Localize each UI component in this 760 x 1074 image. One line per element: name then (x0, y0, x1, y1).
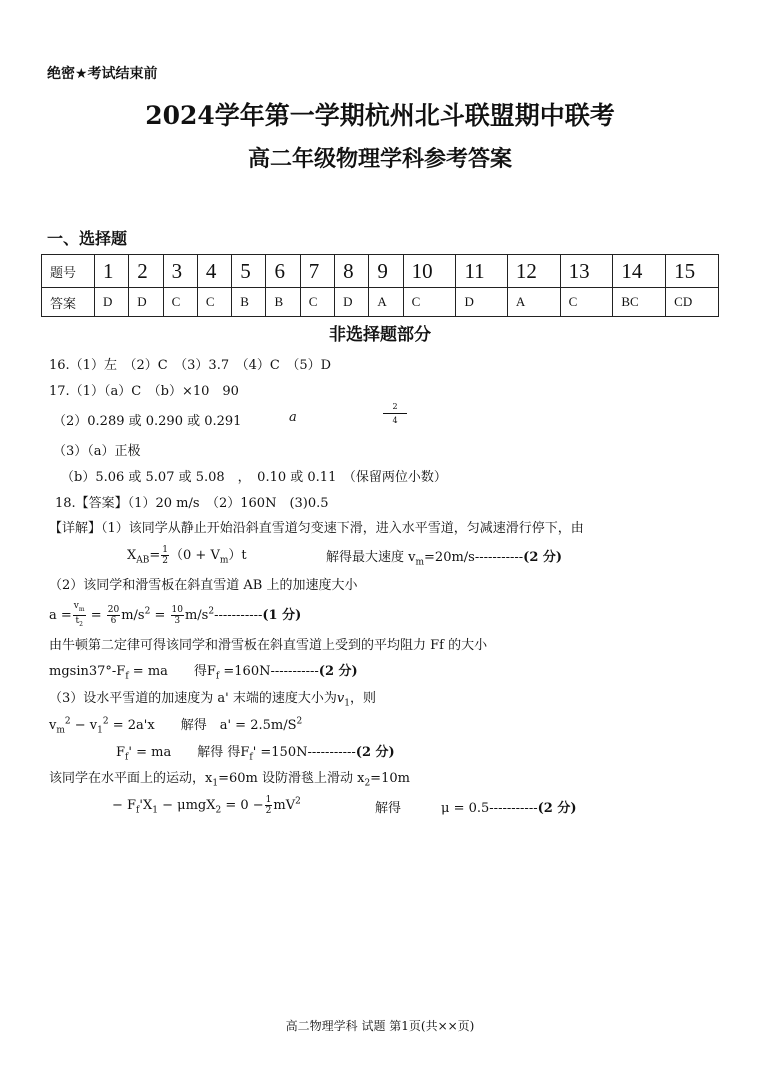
answer-cell: C (197, 288, 231, 317)
frac-num: 1 (265, 795, 272, 805)
eq3-sub: f (125, 671, 129, 682)
frac-vm-t2 (73, 601, 86, 630)
answer-18: 18.【答案】（1）20 m/s （2）160N (3)0.5 (55, 496, 329, 511)
eq1-sub: AB (136, 555, 150, 566)
eq1-mid: = (149, 548, 161, 563)
equation-6-result (441, 797, 576, 816)
motion-a: 该同学在水平面上的运动，x (49, 771, 213, 786)
answer-cell: D (129, 288, 163, 317)
question-number: 6 (266, 255, 300, 288)
frac-num: 1 (162, 545, 169, 555)
question-number: 14 (613, 255, 666, 288)
answer-17-2-var: a (289, 410, 297, 425)
detail-intro: 【详解】（1）该同学从静止开始沿斜直雪道匀变速下滑，进入水平雪道，匀减速滑行停下，由 (49, 521, 584, 536)
eq3-left: mgsin37°-F (49, 664, 126, 679)
page-title: 2024学年第一学期杭州北斗联盟期中联考 (145, 101, 615, 130)
part3-tail: ，则 (349, 691, 376, 706)
question-number: 8 (335, 255, 369, 288)
eq6-a: − F (112, 798, 137, 813)
eq4-mid: = 2a'x 解得 a' = 2.5m/S (108, 718, 297, 733)
eq5-mid: = ma 解得 得F (131, 745, 250, 760)
eq1-result-sub: m (415, 557, 425, 568)
eq1-result: 解得最大速度 v (326, 550, 416, 565)
equation-3 (49, 660, 358, 682)
eq1-left: X (127, 548, 137, 563)
answer-cell: CD (666, 288, 719, 317)
motion-c: =10m (370, 771, 410, 786)
eq2-unit2: m/s (184, 607, 209, 623)
question-number: 2 (129, 255, 163, 288)
confidential-label: 绝密★考试结束前 (47, 66, 158, 82)
row-label-number: 题号 (42, 255, 95, 288)
question-number: 13 (560, 255, 613, 288)
question-number: 11 (456, 255, 507, 288)
fraction-denominator: 4 (392, 416, 398, 425)
eq2-unit1: m/s (121, 607, 145, 623)
frac-den: $t_2$ (75, 615, 83, 628)
equation-1-result (326, 546, 562, 568)
answer-cell: C (560, 288, 613, 317)
frac-den: 6 (110, 615, 117, 626)
question-number: 1 (95, 255, 129, 288)
eq5-result: =150N----------- (256, 745, 356, 760)
answer-cell: D (335, 288, 369, 317)
eq6-score: (2 分) (537, 801, 577, 816)
question-number: 4 (197, 255, 231, 288)
answer-17-2: （2）0.289 或 0.290 或 0.291 (53, 414, 242, 429)
eq1-result-tail: =20m/s----------- (424, 550, 524, 565)
page-subtitle: 高二年级物理学科参考答案 (247, 146, 512, 172)
answer-cell: C (300, 288, 334, 317)
answer-16: 16.（1）左 （2）C （3）3.7 （4）C （5）D (49, 358, 332, 373)
part3-sub: 1 (344, 698, 350, 709)
frac-num: 10 (171, 604, 183, 615)
motion-b: =60m 设防滑毯上滑动 x (218, 771, 365, 786)
eq5-score: (2 分) (355, 745, 395, 760)
eq1-sub2: m (219, 555, 229, 566)
table-row-numbers (42, 255, 719, 288)
question-number: 9 (369, 255, 403, 288)
frac-den: 2 (162, 556, 169, 566)
answer-cell: C (163, 288, 197, 317)
question-number: 12 (507, 255, 560, 288)
frac-20-6 (107, 605, 120, 626)
answer-17-1: 17.（1）（a）C （b）×10 90 (49, 384, 239, 399)
answer-cell: A (507, 288, 560, 317)
answer-cell: B (266, 288, 300, 317)
eq5-f: F (116, 745, 126, 760)
eq3-result: =160N----------- (219, 664, 319, 679)
equation-4: $v_m^2 - v_1^2 = 2a'x$ 解得 $a' = 2.5m/S^2$ (49, 716, 303, 736)
eq6-d: = 0 − (221, 798, 264, 813)
eq6-result: μ = 0.5----------- (441, 801, 538, 816)
eq3-mid: = ma 得F (128, 664, 216, 679)
part3-v: v (336, 691, 345, 706)
eq6-c: − μmgX (157, 798, 216, 813)
frac-den: 2 (265, 806, 272, 816)
eq3-score: (2 分) (318, 664, 358, 679)
question-number: 10 (403, 255, 456, 288)
section-title-choice: 一、选择题 (47, 229, 128, 248)
answer-cell: B (232, 288, 266, 317)
fraction-numerator: 2 (383, 402, 407, 414)
part-3 (49, 687, 376, 709)
equation-5: $F_f'$ = ma 解得 得$F_f' =150N-----------(2$ 分) (116, 745, 395, 763)
half-fraction-2 (265, 795, 273, 816)
motion-text: 该同学在水平面上的运动，$x_1=60m$ 设防滑毯上滑动 $x_2=10m$ (49, 771, 410, 789)
answer-cell: C (403, 288, 456, 317)
question-number: 3 (163, 255, 197, 288)
question-number: 7 (300, 255, 334, 288)
eq3-sub2: f (215, 671, 220, 682)
question-number: 5 (232, 255, 266, 288)
answer-17-3b: （b）5.06 或 5.07 或 5.08 ， 0.10 或 0.11 （保留两位小数） (61, 470, 447, 485)
eq6-e: mV (273, 798, 296, 813)
frac-10-3 (171, 605, 184, 626)
half-fraction (161, 545, 169, 566)
row-label-answer: 答案 (42, 288, 95, 317)
equation-6: − $F_f'X_1 - \mu mgX_2 = 0$ − $\frac{1}{2}$ $mV^2$ (112, 795, 301, 816)
eq1-rest: （0 + V (170, 548, 220, 563)
newton-law: 由牛顿第二定律可得该同学和滑雪板在斜直雪道上受到的平均阻力 Ff 的大小 (49, 638, 488, 653)
answer-cell: D (456, 288, 507, 317)
eq1-score: (2 分) (523, 550, 563, 565)
answer-cell: BC (613, 288, 666, 317)
equation-6-solve: 解得 (375, 801, 402, 816)
part-2: （2）该同学和滑雪板在斜直雪道 AB 上的加速度大小 (49, 578, 358, 593)
frac-num: $v_m$ (73, 601, 86, 616)
eq4-v: v (49, 718, 57, 733)
eq6-b: X (142, 798, 153, 813)
eq2-dash: ----------- (214, 607, 263, 623)
table-row-answers (42, 288, 719, 317)
equation-1 (127, 544, 247, 566)
answer-cell: D (95, 288, 129, 317)
page-footer: 高二物理学科 试题 第1页(共××页) (285, 1019, 475, 1033)
eq2-score: (1 分) (262, 607, 302, 623)
answer-17-2-fraction (383, 402, 407, 426)
frac-num: 20 (107, 604, 120, 615)
equation-2: a = $\frac{v_m}{t_2}$ = $\frac{20}{6}$ $m/s^2$ = $\frac{10}{3}$ $m/s^2-----------(1$ 分) (49, 601, 302, 628)
question-number: 15 (666, 255, 719, 288)
eq1-tail: ）t (228, 548, 247, 563)
part3-text: （3）设水平雪道的加速度为 a' 末端的速度大小为 (49, 691, 337, 706)
answer-17-3a: （3）（a）正极 (53, 444, 141, 459)
answer-cell: A (369, 288, 403, 317)
frac-den: 3 (174, 615, 181, 626)
answer-table (41, 254, 719, 317)
eq2-a: a = (49, 607, 72, 623)
section-title-nonchoice: 非选择题部分 (329, 325, 431, 345)
